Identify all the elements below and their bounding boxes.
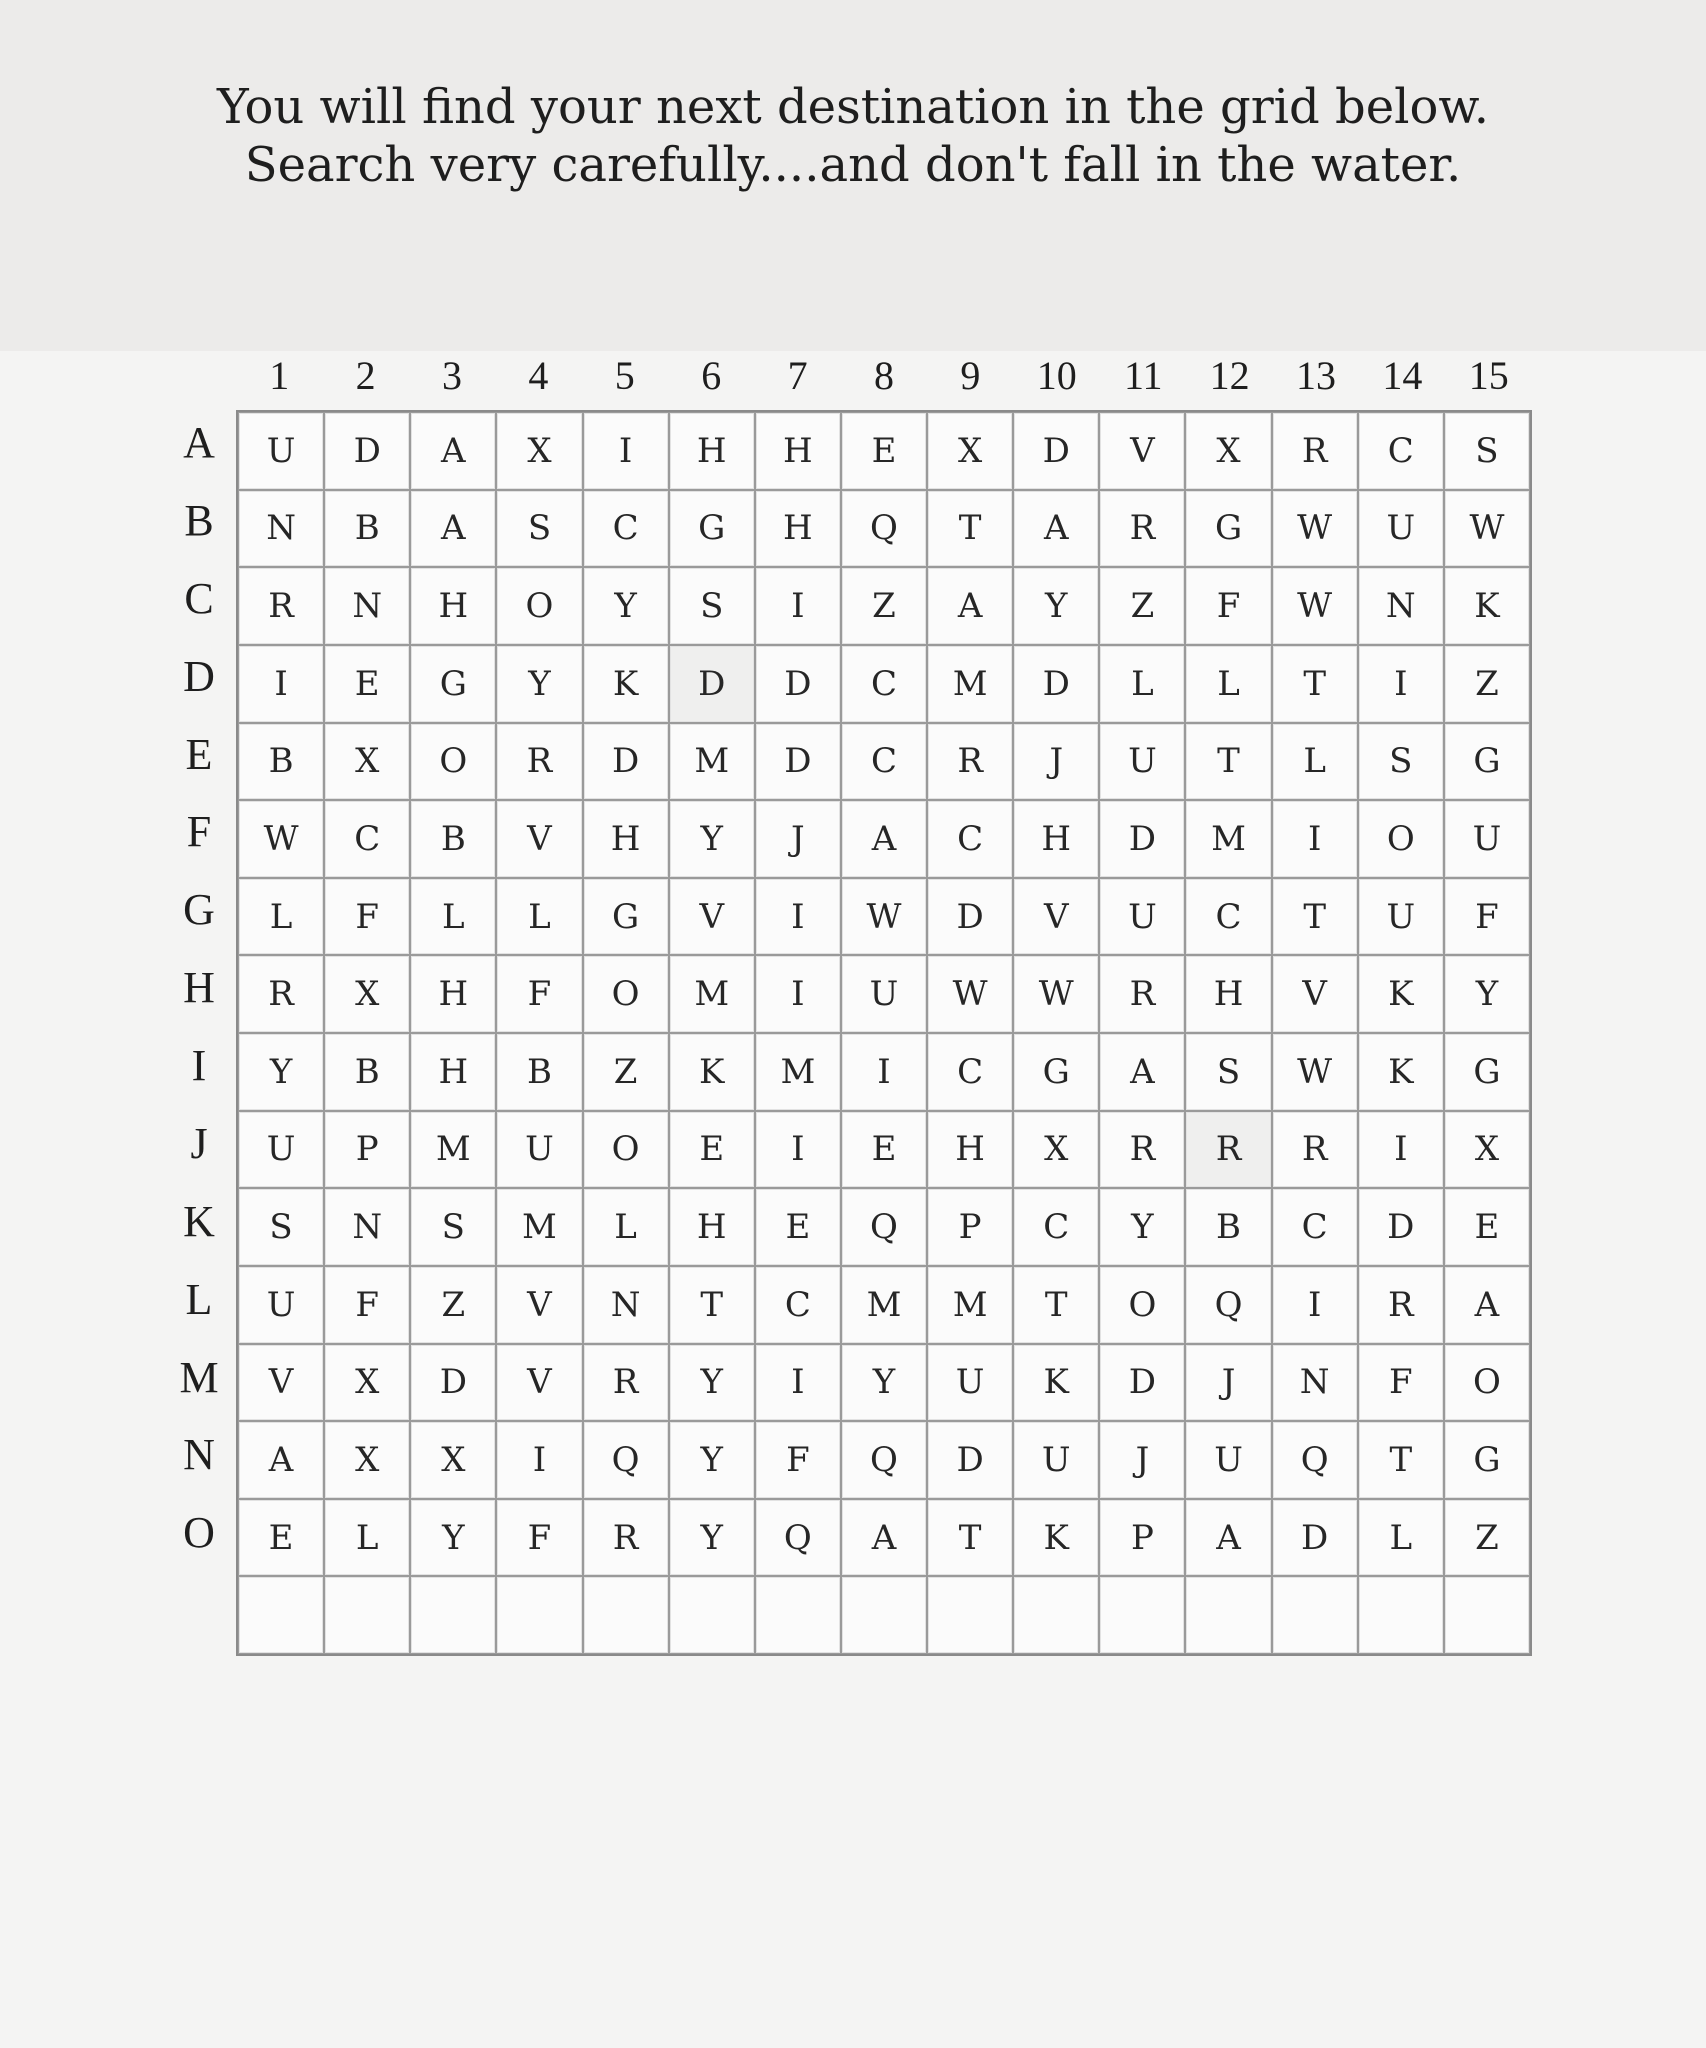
grid-cell: E (324, 645, 410, 723)
grid-cell: K (1358, 1033, 1444, 1111)
grid-cell: T (1272, 878, 1358, 956)
grid-cell: V (238, 1344, 324, 1422)
grid-cell: X (410, 1421, 496, 1499)
grid-cell: Y (583, 567, 669, 645)
grid-cell: H (927, 1111, 1013, 1189)
grid-cell: F (1185, 567, 1271, 645)
grid-cell: X (324, 955, 410, 1033)
grid-cell: Y (238, 1033, 324, 1111)
grid-cell: E (841, 412, 927, 490)
column-label: 12 (1209, 353, 1250, 398)
grid-cell: A (1185, 1499, 1271, 1577)
grid-cell: Z (410, 1266, 496, 1344)
column-label: 3 (441, 353, 462, 398)
grid-cell: J (1185, 1344, 1271, 1422)
grid-cell: W (1444, 490, 1530, 568)
grid-cell: C (841, 645, 927, 723)
grid-cell: U (1185, 1421, 1271, 1499)
grid-cell: D (583, 723, 669, 801)
grid-cell: U (496, 1111, 582, 1189)
grid-cell: S (496, 490, 582, 568)
grid-cell: R (1099, 490, 1185, 568)
grid-cell: C (1358, 412, 1444, 490)
column-label: 8 (873, 353, 894, 398)
column-label: 1 (269, 353, 290, 398)
grid-cell: H (410, 567, 496, 645)
column-label: 4 (528, 353, 549, 398)
grid-cell: N (583, 1266, 669, 1344)
grid-cell: C (1185, 878, 1271, 956)
empty-grid-cell (1272, 1576, 1358, 1654)
grid-cell: D (755, 645, 841, 723)
grid-cell: G (1013, 1033, 1099, 1111)
grid-cell: A (1099, 1033, 1185, 1111)
grid-cell: R (1099, 1111, 1185, 1189)
grid-cell: X (324, 723, 410, 801)
grid-cell: Y (1444, 955, 1530, 1033)
grid-cell: C (841, 723, 927, 801)
grid-cell: H (1185, 955, 1271, 1033)
grid-cell: C (927, 1033, 1013, 1111)
grid-cell: E (1444, 1188, 1530, 1266)
row-label: M (179, 1352, 219, 1402)
grid-cell: Z (1444, 645, 1530, 723)
grid-cell: U (238, 1111, 324, 1189)
grid-cell: W (1272, 1033, 1358, 1111)
grid-cell: T (1358, 1421, 1444, 1499)
grid-cell: B (1185, 1188, 1271, 1266)
row-label: E (185, 729, 213, 779)
grid-cell: Q (841, 490, 927, 568)
grid-cell: O (1358, 800, 1444, 878)
grid-cell: D (324, 412, 410, 490)
column-label: 6 (701, 353, 722, 398)
empty-grid-cell (1185, 1576, 1271, 1654)
row-label: L (185, 1274, 213, 1324)
grid-cell: L (1272, 723, 1358, 801)
column-label: 14 (1382, 353, 1423, 398)
grid-cell: O (583, 955, 669, 1033)
grid-cell: V (496, 800, 582, 878)
grid-cell: A (1013, 490, 1099, 568)
grid-cell: Q (1272, 1421, 1358, 1499)
grid-cell: F (755, 1421, 841, 1499)
grid-cell: Q (583, 1421, 669, 1499)
column-label: 10 (1036, 353, 1077, 398)
grid-cell: S (669, 567, 755, 645)
instructions-line-2: Search very carefully....and don't fall in the water. (244, 137, 1462, 193)
grid-cell: H (1013, 800, 1099, 878)
grid-cell: I (841, 1033, 927, 1111)
row-label: J (190, 1118, 208, 1168)
grid-cell: R (927, 723, 1013, 801)
column-label: 15 (1468, 353, 1509, 398)
empty-grid-cell (496, 1576, 582, 1654)
grid-cell: I (755, 1111, 841, 1189)
row-label: K (183, 1196, 215, 1246)
grid-cell: M (410, 1111, 496, 1189)
grid-cell: R (1185, 1111, 1271, 1189)
row-label: I (191, 1041, 207, 1090)
grid-cell: W (1272, 490, 1358, 568)
grid-cell: I (496, 1421, 582, 1499)
grid-cell: L (1358, 1499, 1444, 1577)
column-label: 11 (1123, 353, 1163, 398)
grid-cell: M (496, 1188, 582, 1266)
grid-cell: Q (841, 1188, 927, 1266)
grid-cell: F (324, 878, 410, 956)
grid-cell: T (1272, 645, 1358, 723)
grid-cell: I (1272, 1266, 1358, 1344)
letter-grid (236, 410, 1532, 1656)
grid-cell: O (496, 567, 582, 645)
grid-cell: G (410, 645, 496, 723)
grid-cell: R (1272, 1111, 1358, 1189)
grid-cell: Q (755, 1499, 841, 1577)
grid-cell: Z (841, 567, 927, 645)
grid-cell: D (1358, 1188, 1444, 1266)
grid-cell: D (669, 645, 755, 723)
grid-cell: R (1099, 955, 1185, 1033)
grid-cell: U (1358, 490, 1444, 568)
grid-cell: Y (1099, 1188, 1185, 1266)
row-label: C (184, 573, 214, 623)
grid-cell: Y (669, 1499, 755, 1577)
grid-cell: F (1358, 1344, 1444, 1422)
column-label: 9 (960, 353, 981, 398)
grid-cell: S (1444, 412, 1530, 490)
grid-cell: G (1444, 1421, 1530, 1499)
grid-cell: O (1444, 1344, 1530, 1422)
grid-cell: F (1444, 878, 1530, 956)
grid-cell: X (324, 1421, 410, 1499)
empty-grid-cell (755, 1576, 841, 1654)
grid-cell: H (755, 490, 841, 568)
grid-cell: M (841, 1266, 927, 1344)
grid-cell: I (1358, 645, 1444, 723)
grid-cell: M (669, 723, 755, 801)
empty-grid-cell (410, 1576, 496, 1654)
grid-cell: R (238, 567, 324, 645)
grid-cell: S (1185, 1033, 1271, 1111)
grid-cell: I (755, 878, 841, 956)
grid-cell: H (755, 412, 841, 490)
instructions (0, 78, 1706, 194)
grid-cell: N (324, 567, 410, 645)
grid-cell: X (1444, 1111, 1530, 1189)
grid-cell: I (1358, 1111, 1444, 1189)
grid-cell: S (238, 1188, 324, 1266)
grid-cell: Y (669, 800, 755, 878)
grid-cell: C (1013, 1188, 1099, 1266)
grid-cell: V (496, 1266, 582, 1344)
row-label: F (186, 807, 212, 857)
grid-cell: L (1099, 645, 1185, 723)
empty-grid-cell (669, 1576, 755, 1654)
grid-cell: K (1444, 567, 1530, 645)
column-label: 13 (1295, 353, 1336, 398)
grid-cell: A (238, 1421, 324, 1499)
grid-cell: D (410, 1344, 496, 1422)
grid-cell: X (324, 1344, 410, 1422)
grid-cell: D (1013, 645, 1099, 723)
instructions-line-1: You will find your next destination in the grid below. (216, 79, 1490, 135)
grid-cell: P (927, 1188, 1013, 1266)
grid-cell: V (669, 878, 755, 956)
grid-cell: S (410, 1188, 496, 1266)
grid-cell: I (238, 645, 324, 723)
grid-cell: M (755, 1033, 841, 1111)
grid-cell: Z (1099, 567, 1185, 645)
grid-cell: B (238, 723, 324, 801)
grid-cell: N (1272, 1344, 1358, 1422)
grid-cell: M (669, 955, 755, 1033)
grid-cell: T (1185, 723, 1271, 801)
grid-cell: H (669, 412, 755, 490)
empty-grid-cell (1358, 1576, 1444, 1654)
grid-cell: K (669, 1033, 755, 1111)
grid-cell: Q (841, 1421, 927, 1499)
grid-cell: Y (669, 1421, 755, 1499)
grid-cell: W (238, 800, 324, 878)
grid-cell: R (496, 723, 582, 801)
grid-cell: A (410, 412, 496, 490)
column-label: 5 (614, 353, 635, 398)
grid-cell: V (496, 1344, 582, 1422)
grid-cell: R (238, 955, 324, 1033)
grid-cell: A (927, 567, 1013, 645)
row-label: O (183, 1508, 215, 1558)
grid-cell: U (1444, 800, 1530, 878)
grid-cell: X (1013, 1111, 1099, 1189)
grid-cell: V (1013, 878, 1099, 956)
grid-cell: G (669, 490, 755, 568)
grid-cell: D (755, 723, 841, 801)
grid-cell: B (324, 490, 410, 568)
grid-cell: U (1099, 723, 1185, 801)
grid-cell: D (927, 878, 1013, 956)
grid-cell: A (841, 1499, 927, 1577)
grid-cell: S (1358, 723, 1444, 801)
grid-cell: N (238, 490, 324, 568)
grid-cell: T (669, 1266, 755, 1344)
grid-cell: L (1185, 645, 1271, 723)
grid-cell: T (927, 490, 1013, 568)
grid-cell: L (324, 1499, 410, 1577)
grid-cell: B (324, 1033, 410, 1111)
grid-cell: D (1099, 1344, 1185, 1422)
row-label: A (183, 418, 215, 467)
grid-cell: U (927, 1344, 1013, 1422)
grid-cell: R (1272, 412, 1358, 490)
grid-cell: I (755, 567, 841, 645)
grid-cell: U (1099, 878, 1185, 956)
grid-cell: I (1272, 800, 1358, 878)
grid-cell: U (238, 1266, 324, 1344)
grid-cell: J (1013, 723, 1099, 801)
grid-cell: P (1099, 1499, 1185, 1577)
empty-grid-cell (324, 1576, 410, 1654)
grid-cell: M (927, 1266, 1013, 1344)
row-label: N (183, 1430, 215, 1480)
grid-cell: C (324, 800, 410, 878)
grid-cell: G (583, 878, 669, 956)
grid-cell: N (324, 1188, 410, 1266)
grid-cell: B (496, 1033, 582, 1111)
grid-cell: I (583, 412, 669, 490)
grid-cell: E (755, 1188, 841, 1266)
grid-cell: U (841, 955, 927, 1033)
grid-cell: Y (496, 645, 582, 723)
grid-cell: P (324, 1111, 410, 1189)
grid-cell: G (1444, 1033, 1530, 1111)
grid-cell: H (583, 800, 669, 878)
grid-cell: I (755, 955, 841, 1033)
grid-cell: C (927, 800, 1013, 878)
grid-cell: Y (841, 1344, 927, 1422)
grid-cell: L (410, 878, 496, 956)
grid-cell: U (238, 412, 324, 490)
grid-cell: F (496, 955, 582, 1033)
grid-cell: B (410, 800, 496, 878)
grid-cell: H (669, 1188, 755, 1266)
column-label: 7 (787, 353, 808, 398)
grid-cell: O (410, 723, 496, 801)
grid-cell: F (324, 1266, 410, 1344)
grid-cell: C (755, 1266, 841, 1344)
grid-cell: J (755, 800, 841, 878)
grid-cell: M (927, 645, 1013, 723)
grid-cell: H (410, 955, 496, 1033)
grid-cell: D (1099, 800, 1185, 878)
grid-cell: T (927, 1499, 1013, 1577)
empty-grid-cell (927, 1576, 1013, 1654)
grid-cell: E (238, 1499, 324, 1577)
grid-cell: A (410, 490, 496, 568)
grid-cell: E (669, 1111, 755, 1189)
grid-cell: O (1099, 1266, 1185, 1344)
grid-cell: T (1013, 1266, 1099, 1344)
grid-cell: D (927, 1421, 1013, 1499)
grid-cell: A (1444, 1266, 1530, 1344)
grid-cell: R (583, 1499, 669, 1577)
grid-cell: G (1185, 490, 1271, 568)
grid-cell: L (496, 878, 582, 956)
grid-cell: L (583, 1188, 669, 1266)
grid-cell: V (1099, 412, 1185, 490)
grid-cell: F (496, 1499, 582, 1577)
empty-grid-cell (1444, 1576, 1530, 1654)
column-labels (236, 351, 1532, 401)
grid-cell: R (583, 1344, 669, 1422)
grid-cell: J (1099, 1421, 1185, 1499)
grid-cell: Y (669, 1344, 755, 1422)
empty-grid-cell (238, 1576, 324, 1654)
grid-cell: R (1358, 1266, 1444, 1344)
row-label: D (183, 651, 215, 701)
grid-cell: Y (410, 1499, 496, 1577)
grid-cell: Z (583, 1033, 669, 1111)
grid-cell: X (496, 412, 582, 490)
grid-cell: X (1185, 412, 1271, 490)
empty-grid-cell (841, 1576, 927, 1654)
grid-cell: W (1013, 955, 1099, 1033)
column-label: 2 (355, 353, 376, 398)
grid-cell: K (583, 645, 669, 723)
empty-grid-cell (1013, 1576, 1099, 1654)
grid-cell: G (1444, 723, 1530, 801)
grid-cell: O (583, 1111, 669, 1189)
grid-cell: K (1013, 1344, 1099, 1422)
grid-cell: K (1358, 955, 1444, 1033)
grid-cell: I (755, 1344, 841, 1422)
grid-cell: Q (1185, 1266, 1271, 1344)
grid-cell: E (841, 1111, 927, 1189)
grid-cell: U (1358, 878, 1444, 956)
grid-cell: W (927, 955, 1013, 1033)
grid-cell: C (1272, 1188, 1358, 1266)
grid-cell: M (1185, 800, 1271, 878)
grid-cell: Z (1444, 1499, 1530, 1577)
empty-grid-cell (583, 1576, 669, 1654)
grid-cell: D (1013, 412, 1099, 490)
grid-cell: Y (1013, 567, 1099, 645)
grid-cell: X (927, 412, 1013, 490)
grid-cell: D (1272, 1499, 1358, 1577)
grid-cell: K (1013, 1499, 1099, 1577)
grid-cell: A (841, 800, 927, 878)
empty-grid-cell (1099, 1576, 1185, 1654)
grid-cell: U (1013, 1421, 1099, 1499)
row-label: G (183, 885, 215, 935)
grid-cell: L (238, 878, 324, 956)
row-label: H (183, 963, 215, 1013)
grid-cell: W (1272, 567, 1358, 645)
row-label: B (184, 495, 214, 545)
grid-cell: N (1358, 567, 1444, 645)
grid-cell: C (583, 490, 669, 568)
grid-cell: V (1272, 955, 1358, 1033)
grid-cell: H (410, 1033, 496, 1111)
grid-cell: W (841, 878, 927, 956)
